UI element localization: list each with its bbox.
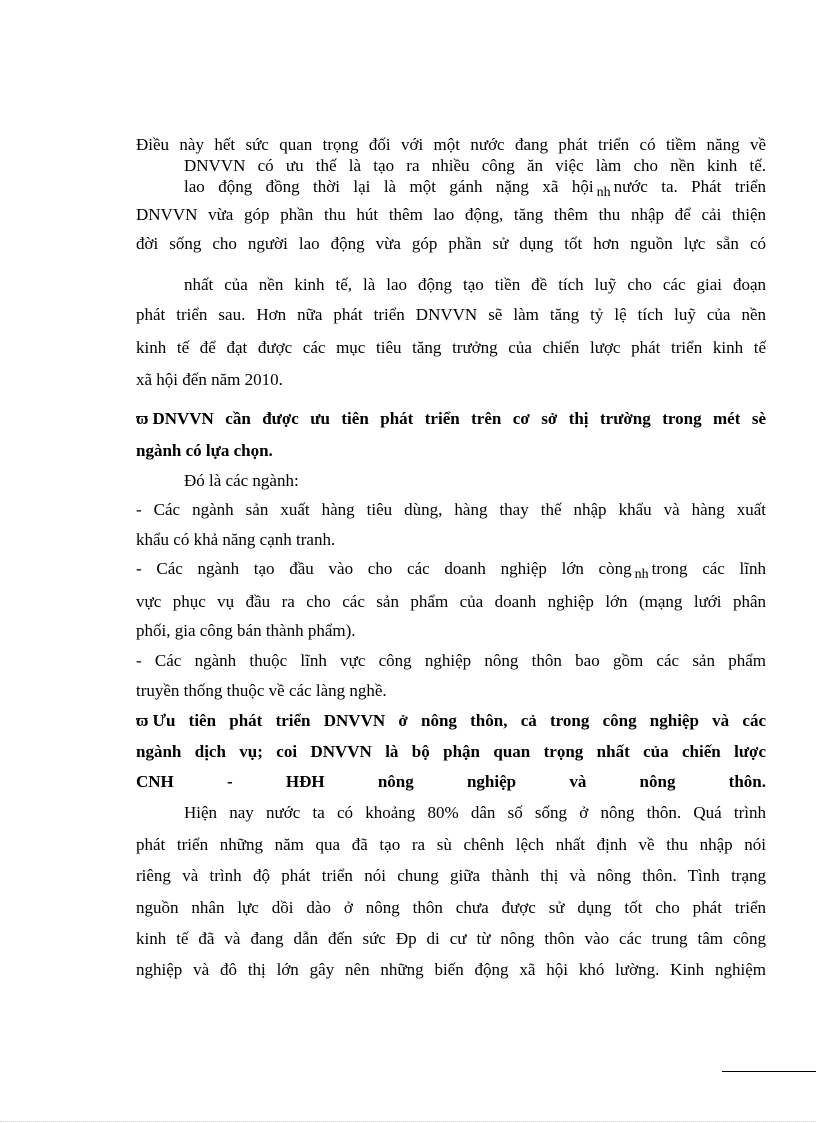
heading2-line-3: CNH - HĐH nông nghiệp và nông thôn. [136,772,766,791]
para1-line-5: đời sống cho người lao động vừa góp phần sử dụng tốt hơn nguồn lực sẵn có [136,234,766,253]
para1-line-8: kinh tế để đạt được các mục tiêu tăng trưởng của chiến lược phát triển kinh tế [136,338,766,357]
para1-line-3 [184,176,766,200]
para1-line-3-b: nước ta. Phát triển [613,177,766,196]
list-item-1-line-2: khẩu có khả năng cạnh tranh. [136,530,336,549]
para1-line-3-a: lao động đồng thời lại là một gánh nặng xã hội [184,177,594,196]
heading1-line-1 [136,408,766,430]
para1-line-1: DNVVN có ưu thế là tạo ra nhiều công ăn việc làm cho nền kinh tế. [184,156,766,175]
para2-line-3: riêng và trình độ phát triển nói chung giữa thành thị và nông thôn. Tình trạng [136,866,766,885]
heading2-line-1 [136,710,766,732]
list-item-2-b: trong các lĩnh [651,559,766,578]
heading2-text-1: Ưu tiên phát triển DNVVN ở nông thôn, cả trong công nghiệp và các [152,711,766,730]
footer-rule [722,1071,816,1072]
heading1-line-2: ngành có lựa chọn. [136,441,273,460]
heading1-bullet: ϖ [136,409,149,428]
page-bottom-edge [0,1121,816,1122]
para2-line-4: nguồn nhân lực dồi dào ở nông thôn chưa được sử dụng tốt cho phát triển [136,898,766,917]
para1-line-2: Điều này hết sức quan trọng đối với một nước đang phát triển có tiềm năng về [136,135,766,154]
list-intro: Đó là các ngành: [184,471,299,490]
list-item-1-line-1: - Các ngành sản xuất hàng tiêu dùng, hàng thay thế nhập khẩu và hàng xuất [136,500,766,519]
para1-line-4: DNVVN vừa góp phần thu hút thêm lao động, tăng thêm thu nhập để cải thiện [136,205,766,224]
para1-line-7: phát triển sau. Hơn nữa phát triển DNVVN sẽ làm tăng tỷ lệ tích luỹ của nền [136,305,766,324]
para2-line-1: Hiện nay nước ta có khoảng 80% dân số sống ở nông thôn. Quá trình [184,803,766,822]
heading2-line-2: ngành dịch vụ; coi DNVVN là bộ phận quan trọng nhất của chiến lược [136,742,766,761]
list-item-2-line-3: phối, gia công bán thành phẩm). [136,621,356,640]
list-item-2-a: - Các ngành tạo đầu vào cho các doanh nghiệp lớn còng [136,559,632,578]
para1-line-3-sub: nh [596,185,611,200]
list-item-2-line-2: vực phục vụ đầu ra cho các sản phẩm của doanh nghiệp lớn (mạng lưới phân [136,592,766,611]
para2-line-2: phát triển những năm qua đã tạo ra sù chênh lệch nhất định về thu nhập nói [136,835,766,854]
list-item-2-sub: nh [634,567,649,582]
para1-line-6: nhất của nền kinh tế, là lao động tạo tiền đề tích luỹ cho các giai đoạn [184,275,766,294]
list-item-3-line-2: truyền thống thuộc về các làng nghề. [136,681,387,700]
para2-line-5: kinh tế đã và đang dẫn đến sức Ðp di cư từ nông thôn vào các trung tâm công [136,929,766,948]
para1-line-9: xã hội đến năm 2010. [136,370,283,389]
list-item-2-line-1 [136,558,766,582]
list-item-3-line-1: - Các ngành thuộc lĩnh vực công nghiệp nông thôn bao gồm các sản phẩm [136,651,766,670]
heading1-text-1: DNVVN cần được ưu tiên phát triển trên cơ sở thị trường trong mét sè [152,409,766,428]
para2-line-6: nghiệp và đô thị lớn gây nên những biến động xã hội khó lường. Kinh nghiệm [136,960,766,979]
heading2-bullet: ϖ [136,711,149,730]
